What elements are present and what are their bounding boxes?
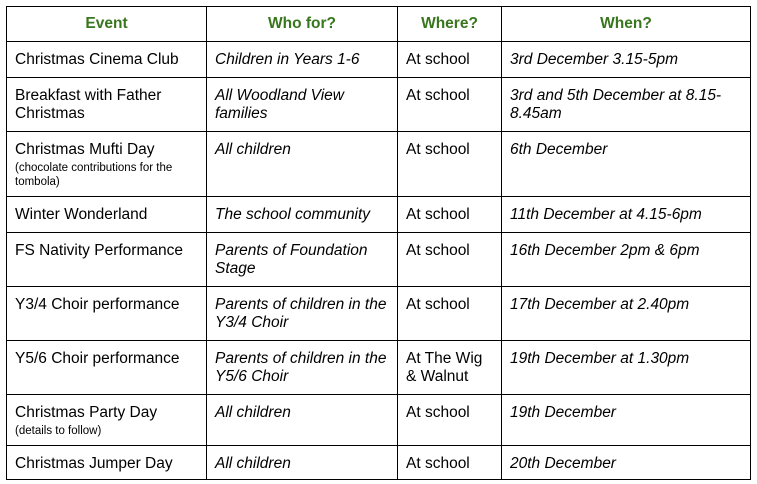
event-name: Christmas Party Day [15, 404, 158, 421]
who-cell: Children in Years 1-6 [207, 42, 398, 78]
event-cell [7, 287, 207, 341]
table-row [7, 42, 751, 78]
table-row [7, 287, 751, 341]
when-cell: 20th December [502, 446, 751, 480]
who-cell: All children [207, 395, 398, 446]
events-table [6, 6, 751, 480]
where-cell: At school [398, 287, 502, 341]
event-cell [7, 446, 207, 480]
event-name: Christmas Jumper Day [15, 455, 173, 472]
header-row [7, 7, 751, 42]
when-cell: 11th December at 4.15-6pm [502, 197, 751, 233]
event-note: (details to follow) [15, 425, 102, 437]
where-cell: At school [398, 395, 502, 446]
who-cell: Parents of children in the Y5/6 Choir [207, 341, 398, 395]
where-cell: At school [398, 197, 502, 233]
who-cell: All Woodland View families [207, 78, 398, 132]
table-row [7, 233, 751, 287]
when-cell: 17th December at 2.40pm [502, 287, 751, 341]
event-cell [7, 42, 207, 78]
where-cell: At school [398, 446, 502, 480]
event-name: Christmas Cinema Club [15, 51, 179, 68]
header-where: Where? [398, 7, 502, 42]
event-name: Christmas Mufti Day [15, 141, 155, 158]
header-who-for: Who for? [207, 7, 398, 42]
event-note: (chocolate contributions for the tombola) [15, 162, 173, 188]
event-cell [7, 233, 207, 287]
table-row [7, 341, 751, 395]
who-cell: All children [207, 446, 398, 480]
who-cell: All children [207, 132, 398, 197]
table-row [7, 78, 751, 132]
header-event: Event [7, 7, 207, 42]
where-cell: At school [398, 42, 502, 78]
where-cell: At The Wig & Walnut [398, 341, 502, 395]
who-cell: Parents of children in the Y3/4 Choir [207, 287, 398, 341]
when-cell: 3rd December 3.15-5pm [502, 42, 751, 78]
event-cell [7, 395, 207, 446]
where-cell: At school [398, 132, 502, 197]
event-cell [7, 197, 207, 233]
who-cell: The school community [207, 197, 398, 233]
event-name: Y5/6 Choir performance [15, 350, 180, 367]
event-cell [7, 78, 207, 132]
who-cell: Parents of Foundation Stage [207, 233, 398, 287]
event-cell [7, 341, 207, 395]
table-row [7, 132, 751, 197]
where-cell: At school [398, 78, 502, 132]
when-cell: 19th December [502, 395, 751, 446]
event-cell [7, 132, 207, 197]
where-cell: At school [398, 233, 502, 287]
when-cell: 3rd and 5th December at 8.15-8.45am [502, 78, 751, 132]
event-name: FS Nativity Performance [15, 242, 183, 259]
when-cell: 19th December at 1.30pm [502, 341, 751, 395]
event-name: Breakfast with Father Christmas [15, 87, 162, 122]
event-name: Winter Wonderland [15, 206, 148, 223]
when-cell: 6th December [502, 132, 751, 197]
table-row [7, 197, 751, 233]
header-when: When? [502, 7, 751, 42]
table-row [7, 446, 751, 480]
event-name: Y3/4 Choir performance [15, 296, 180, 313]
table-row [7, 395, 751, 446]
when-cell: 16th December 2pm & 6pm [502, 233, 751, 287]
